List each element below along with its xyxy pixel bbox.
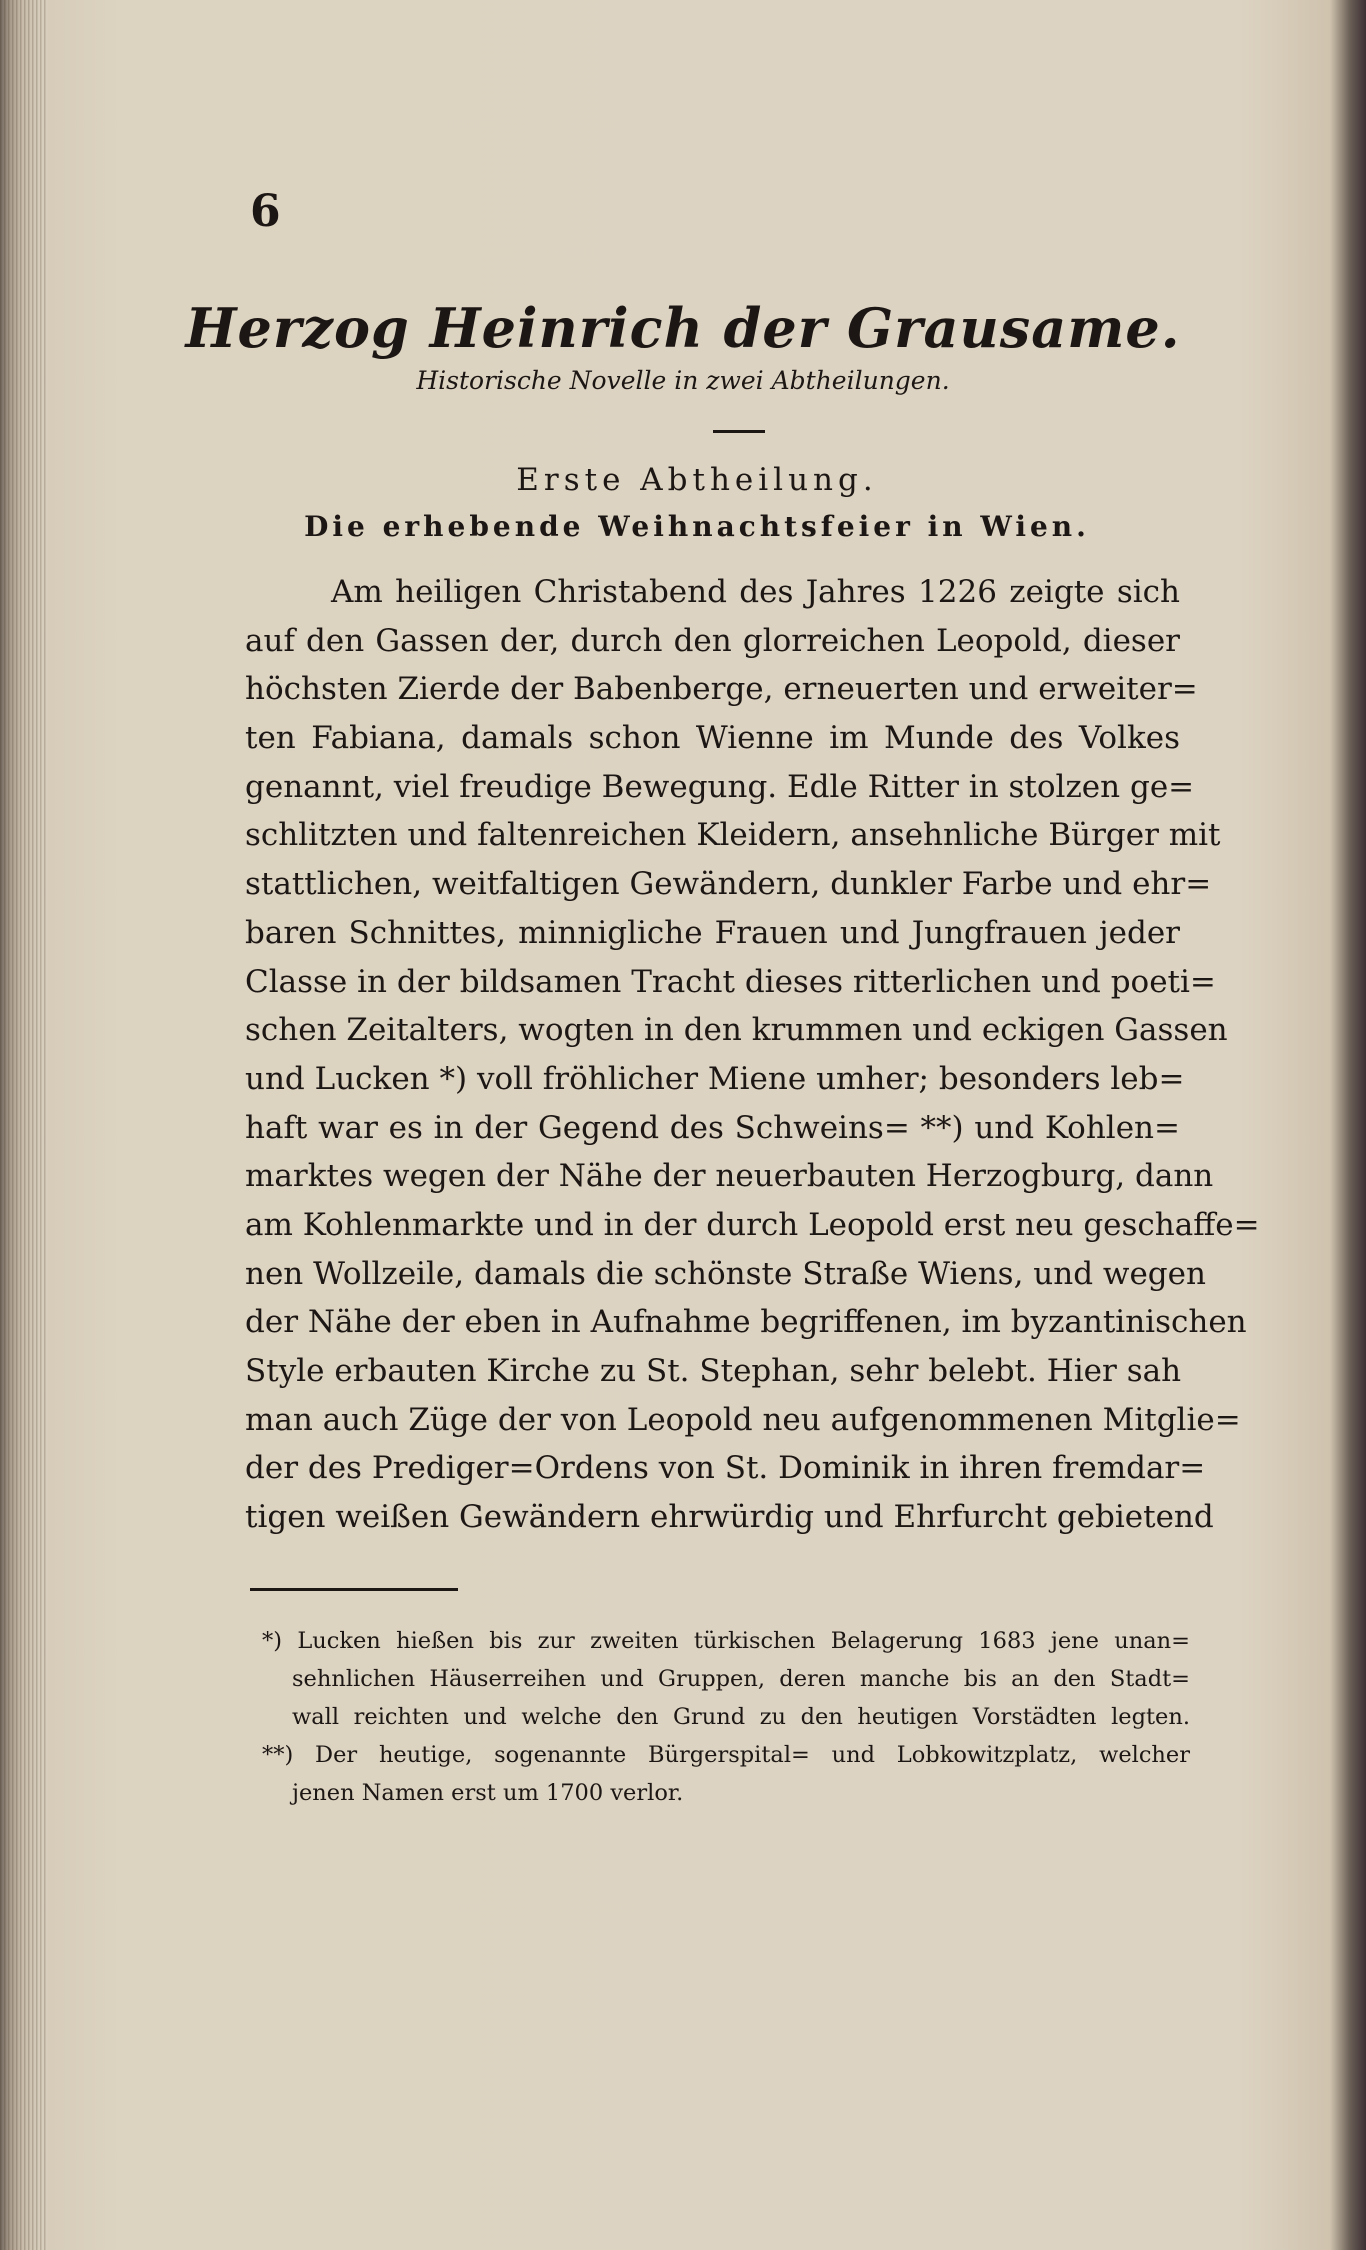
text-line: marktes wegen der Nähe der neuerbauten Herzogburg, dann bbox=[245, 1158, 1214, 1195]
text-line: Classe in der bildsamen Tracht dieses ritterlichen und poeti= bbox=[245, 963, 1216, 1000]
text-line: tigen weißen Gewändern ehrwürdig und Ehrfurcht gebietend bbox=[245, 1499, 1214, 1536]
footnote-line: sehnlichen Häuserreihen und Gruppen, deren manche bis an den Stadt= bbox=[292, 1666, 1190, 1692]
text-line: genannt, viel freudige Bewegung. Edle Ritter in stolzen ge= bbox=[245, 768, 1195, 805]
text-line: baren Schnittes, minnigliche Frauen und Jungfrauen jeder bbox=[245, 914, 1180, 951]
text-line: man auch Züge der von Leopold neu aufgenommenen Mitglie= bbox=[245, 1401, 1241, 1438]
text-line: Am heiligen Christabend des Jahres 1226 zeigte sich bbox=[331, 574, 1180, 610]
text-line: und Lucken *) voll fröhlicher Miene umher; besonders leb= bbox=[245, 1060, 1185, 1097]
footnote-divider bbox=[250, 1588, 458, 1591]
text-line: der Nähe der eben in Aufnahme begriffenen, im byzantinischen bbox=[245, 1304, 1247, 1341]
text-line: auf den Gassen der, durch den glorreichen Leopold, dieser bbox=[245, 622, 1180, 659]
body-text bbox=[245, 568, 1260, 1542]
page-subtitle: Historische Novelle in zwei Abtheilungen. bbox=[416, 366, 950, 395]
footnotes bbox=[262, 1622, 1190, 1812]
section-heading: Erste Abtheilung. bbox=[516, 462, 878, 498]
footnote-line: jenen Namen erst um 1700 verlor. bbox=[292, 1780, 684, 1806]
text-line: schlitzten und faltenreichen Kleidern, ansehnliche Bürger mit bbox=[245, 817, 1221, 854]
text-line: Style erbauten Kirche zu St. Stephan, sehr belebt. Hier sah bbox=[245, 1353, 1182, 1389]
page-number: 6 bbox=[250, 186, 281, 237]
text-line: haft war es in der Gegend des Schweins= **) und Kohlen= bbox=[245, 1109, 1180, 1146]
footnote-line: wall reichten und welche den Grund zu den heutigen Vorstädten legten. bbox=[292, 1704, 1190, 1730]
footnote-line: *) Lucken hießen bis zur zweiten türkischen Belagerung 1683 jene unan= bbox=[262, 1628, 1190, 1654]
text-line: der des Prediger=Ordens von St. Dominik in ihren fremdar= bbox=[245, 1450, 1206, 1487]
text-line: höchsten Zierde der Babenberge, erneuerten und erweiter= bbox=[245, 671, 1198, 708]
title-divider bbox=[713, 430, 765, 433]
text-line: ten Fabiana, damals schon Wienne im Munde des Volkes bbox=[245, 720, 1180, 757]
text-line: schen Zeitalters, wogten in den krummen und eckigen Gassen bbox=[245, 1012, 1228, 1049]
text-line: stattlichen, weitfaltigen Gewändern, dunkler Farbe und ehr= bbox=[245, 866, 1212, 903]
chapter-heading: Die erhebende Weihnachtsfeier in Wien. bbox=[304, 510, 1090, 543]
text-line: am Kohlenmarkte und in der durch Leopold erst neu geschaffe= bbox=[245, 1206, 1260, 1243]
text-line: nen Wollzeile, damals die schönste Straße Wiens, und wegen bbox=[245, 1255, 1206, 1292]
page-title: Herzog Heinrich der Grausame. bbox=[185, 296, 1181, 360]
footnote-line: **) Der heutige, sogenannte Bürgerspital= und Lobkowitzplatz, welcher bbox=[262, 1742, 1190, 1768]
